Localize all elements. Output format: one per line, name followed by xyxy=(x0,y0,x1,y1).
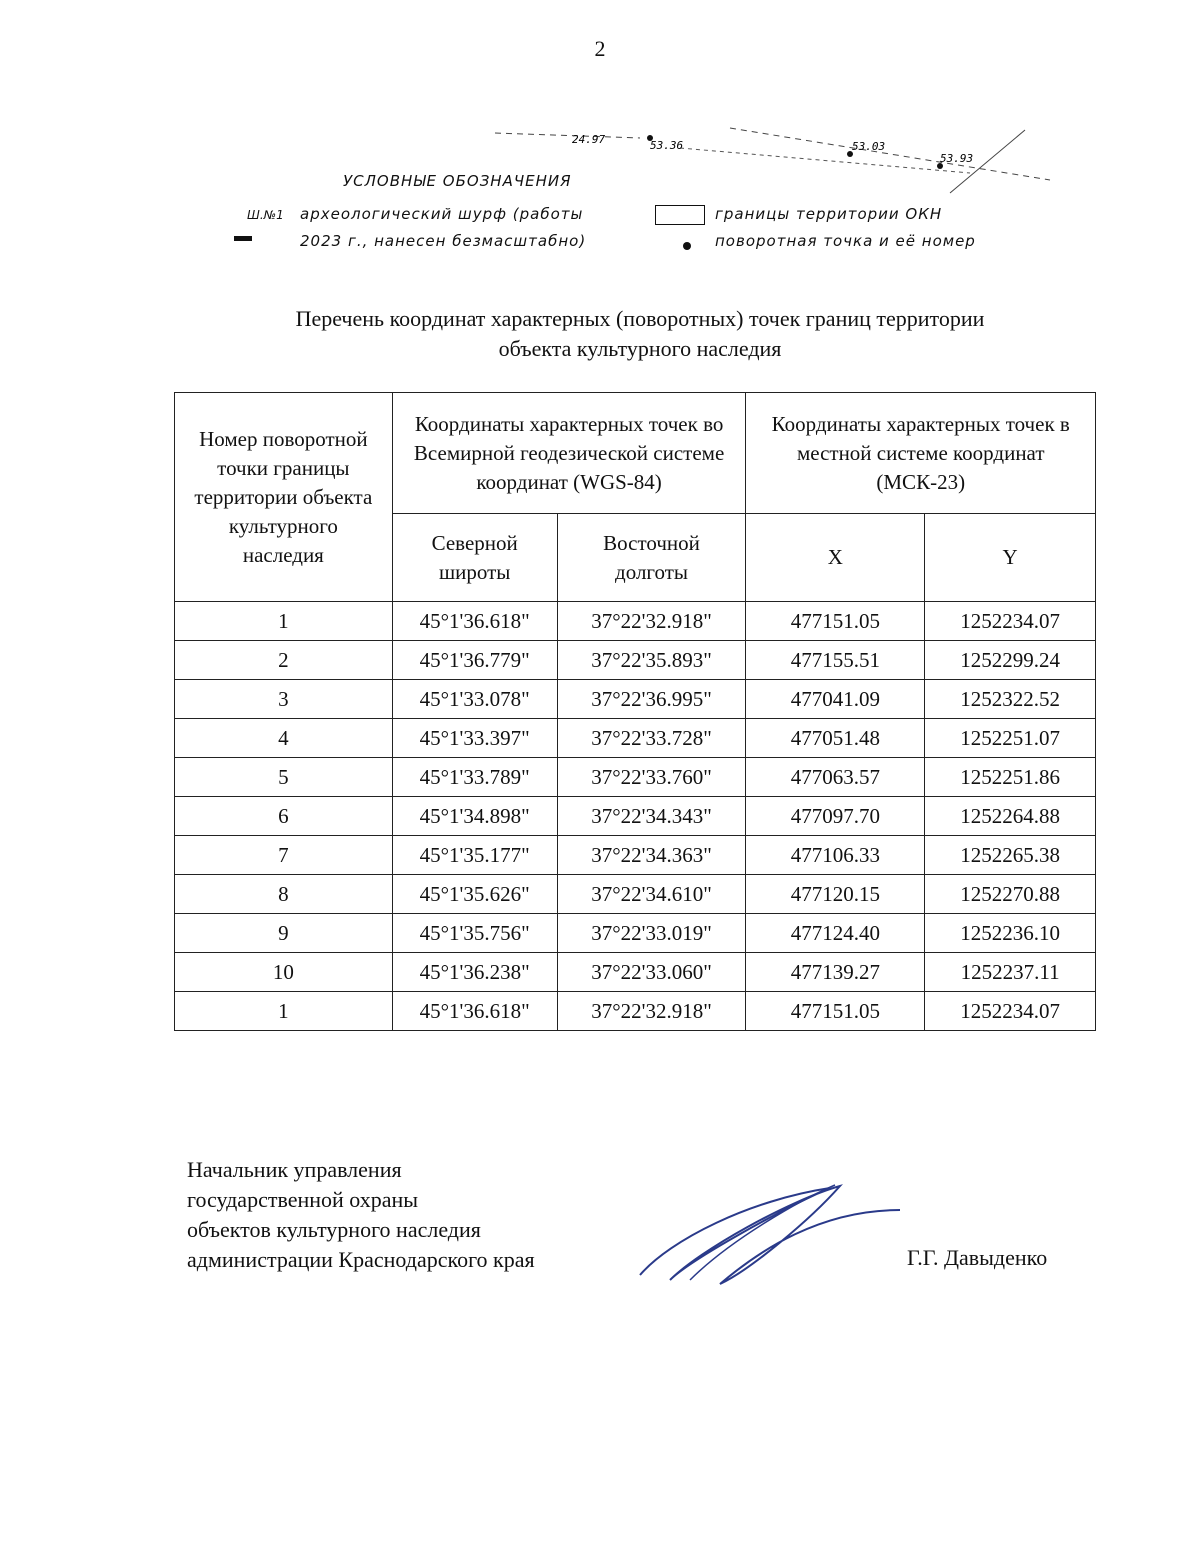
table-cell: 37°22'34.610" xyxy=(557,875,746,914)
table-cell: 45°1'33.789" xyxy=(392,758,557,797)
table-cell: 477124.40 xyxy=(746,914,925,953)
document-title xyxy=(100,304,1180,364)
table-cell: 37°22'33.728" xyxy=(557,719,746,758)
table-cell: 37°22'34.363" xyxy=(557,836,746,875)
table-cell: 477151.05 xyxy=(746,992,925,1031)
table-cell: 37°22'32.918" xyxy=(557,992,746,1031)
legend-pit-label-line2: 2023 г., нанесен безмасштабно) xyxy=(300,232,587,250)
turning-point-icon xyxy=(683,242,691,250)
table-cell: 10 xyxy=(175,953,393,992)
table-cell: 8 xyxy=(175,875,393,914)
table-cell: 45°1'35.626" xyxy=(392,875,557,914)
legend-boundary-label: границы территории ОКН xyxy=(715,205,943,223)
map-dashed-line xyxy=(495,133,640,138)
table-row xyxy=(175,875,1096,914)
table-cell: 1 xyxy=(175,602,393,641)
table-row xyxy=(175,992,1096,1031)
table-cell: 1252299.24 xyxy=(925,641,1096,680)
table-cell: 477063.57 xyxy=(746,758,925,797)
header-point-number: Номер поворотной точки границы территории объекта культурного наследия xyxy=(175,393,393,602)
table-cell: 2 xyxy=(175,641,393,680)
table-cell: 477151.05 xyxy=(746,602,925,641)
table-cell: 5 xyxy=(175,758,393,797)
pit-marker-icon xyxy=(234,236,252,241)
table-cell: 1252237.11 xyxy=(925,953,1096,992)
header-latitude: Северной широты xyxy=(392,514,557,602)
table-row xyxy=(175,914,1096,953)
table-cell: 37°22'36.995" xyxy=(557,680,746,719)
table-cell: 37°22'35.893" xyxy=(557,641,746,680)
position-line2: государственной охраны xyxy=(187,1187,419,1212)
table-row xyxy=(175,758,1096,797)
table-cell: 1252251.07 xyxy=(925,719,1096,758)
table-cell: 3 xyxy=(175,680,393,719)
table-cell: 45°1'36.618" xyxy=(392,602,557,641)
header-msk23: Координаты характерных точек в местной системе координат (МСК-23) xyxy=(746,393,1096,514)
legend-pit-id: Ш.№1 xyxy=(247,208,284,222)
table-cell: 1 xyxy=(175,992,393,1031)
table-cell: 4 xyxy=(175,719,393,758)
table-row xyxy=(175,836,1096,875)
map-label: 53.36 xyxy=(650,139,684,152)
table-cell: 7 xyxy=(175,836,393,875)
boundary-swatch-icon xyxy=(655,205,705,225)
table-cell: 45°1'35.756" xyxy=(392,914,557,953)
table-cell: 45°1'33.397" xyxy=(392,719,557,758)
table-cell: 477041.09 xyxy=(746,680,925,719)
table-cell: 45°1'36.618" xyxy=(392,992,557,1031)
map-label: 24.97 xyxy=(572,133,606,146)
table-cell: 1252264.88 xyxy=(925,797,1096,836)
table-cell: 477097.70 xyxy=(746,797,925,836)
table-row xyxy=(175,797,1096,836)
signature-position xyxy=(187,1155,535,1275)
legend-title: УСЛОВНЫЕ ОБОЗНАЧЕНИЯ xyxy=(343,172,572,190)
table-cell: 1252236.10 xyxy=(925,914,1096,953)
map-dashed-line xyxy=(730,128,1050,180)
map-dashed-line xyxy=(680,148,970,173)
table-row xyxy=(175,680,1096,719)
table-row xyxy=(175,641,1096,680)
table-cell: 9 xyxy=(175,914,393,953)
table-row xyxy=(175,719,1096,758)
document-title-line1: Перечень координат характерных (поворотных) точек границ территории xyxy=(295,306,985,331)
handwritten-signature xyxy=(630,1180,910,1290)
legend-pit-label-line1: археологический шурф (работы xyxy=(300,205,584,223)
table-cell: 45°1'35.177" xyxy=(392,836,557,875)
table-row xyxy=(175,602,1096,641)
table-cell: 1252265.38 xyxy=(925,836,1096,875)
map-label: 53.03 xyxy=(852,140,886,153)
header-y: Y xyxy=(925,514,1096,602)
table-cell: 6 xyxy=(175,797,393,836)
coordinates-table xyxy=(174,392,1096,1031)
header-wgs84: Координаты характерных точек во Всемирной геодезической системе координат (WGS-84) xyxy=(392,393,746,514)
table-cell: 1252251.86 xyxy=(925,758,1096,797)
table-cell: 477139.27 xyxy=(746,953,925,992)
table-cell: 1252322.52 xyxy=(925,680,1096,719)
table-cell: 37°22'32.918" xyxy=(557,602,746,641)
table-cell: 477051.48 xyxy=(746,719,925,758)
position-line3: объектов культурного наследия xyxy=(187,1217,481,1242)
table-cell: 477120.15 xyxy=(746,875,925,914)
table-cell: 45°1'34.898" xyxy=(392,797,557,836)
table-cell: 477106.33 xyxy=(746,836,925,875)
header-longitude: Восточной долготы xyxy=(557,514,746,602)
table-cell: 1252234.07 xyxy=(925,992,1096,1031)
table-cell: 45°1'36.779" xyxy=(392,641,557,680)
table-cell: 1252234.07 xyxy=(925,602,1096,641)
table-cell: 37°22'33.019" xyxy=(557,914,746,953)
table-cell: 37°22'33.060" xyxy=(557,953,746,992)
legend-point-label: поворотная точка и её номер xyxy=(715,232,976,250)
position-line4: администрации Краснодарского края xyxy=(187,1247,535,1272)
position-line1: Начальник управления xyxy=(187,1157,402,1182)
table-cell: 45°1'36.238" xyxy=(392,953,557,992)
table-cell: 37°22'33.760" xyxy=(557,758,746,797)
header-x: X xyxy=(746,514,925,602)
page-number: 2 xyxy=(594,36,606,61)
signatory-name: Г.Г. Давыденко xyxy=(907,1245,1048,1270)
table-row xyxy=(175,953,1096,992)
table-cell: 45°1'33.078" xyxy=(392,680,557,719)
table-cell: 477155.51 xyxy=(746,641,925,680)
table-cell: 37°22'34.343" xyxy=(557,797,746,836)
document-title-line2: объекта культурного наследия xyxy=(498,336,782,361)
map-label: 53.93 xyxy=(940,152,974,165)
table-cell: 1252270.88 xyxy=(925,875,1096,914)
